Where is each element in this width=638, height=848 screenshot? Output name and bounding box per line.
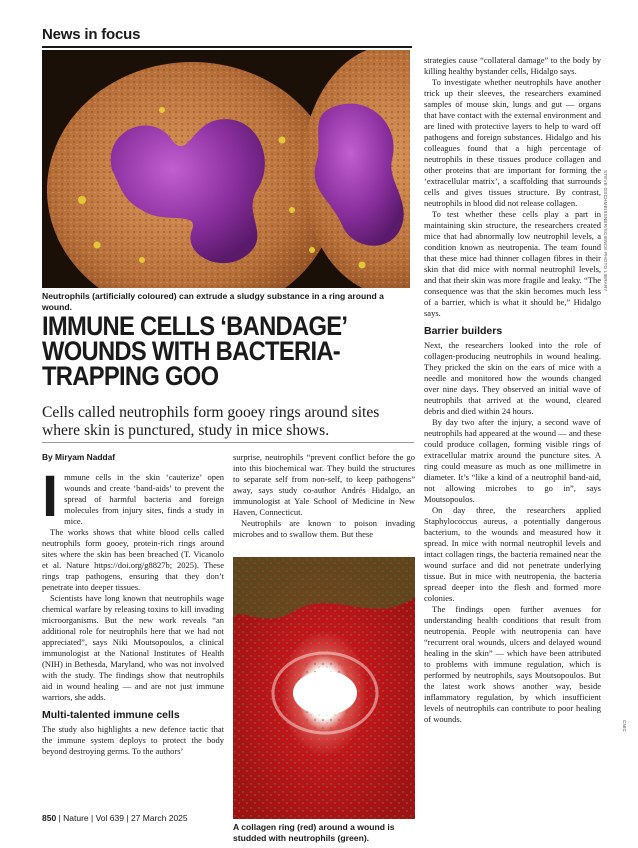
paragraph: To investigate whether neutrophils have another trick up their sleeves, the researchers examined samples of mouse skin, lungs and gut — organs that have contact with the external environment and are lined with protective layers to help to ward off pathogens and foreign substances. Hidalgo and his colleagues found that a high percentage of neutrophils in these tissues produce collagen and other proteins that are important for forming the ‘extracellular matrix’, a scaffolding that surrounds cells and gives tissues structure. By contrast, neutrophils in blood did not release collagen.: [424, 77, 601, 208]
hero-credit: STEVE GSCHMEISSNER/SCIENCE PHOTO LIBRARY: [603, 170, 608, 292]
paragraph: The study also highlights a new defence tactic that the immune system deploys to protect the body beyond destroying germs. To the authors’: [42, 724, 224, 756]
drop-cap: I: [42, 464, 59, 529]
paragraph: strategies cause “collateral damage” to the body by killing healthy bystander cells, Hidalgo says.: [424, 55, 601, 76]
subheading-barrier-builders: Barrier builders: [424, 325, 503, 337]
footer-separator: |: [126, 813, 131, 823]
subheadline: Cells called neutrophils form gooey rings around sites where skin is punctured, study in mice shows.: [42, 404, 380, 439]
section-rule: [42, 46, 412, 48]
volume: Vol 639: [95, 813, 124, 823]
paragraph: mmune cells in the skin ‘cauterize’ open wounds and create ‘band-aids’ to prevent the spread of harmful bacteria and foreign molecules from injury sites, finds a study in mice.: [64, 472, 224, 526]
collagen-ring-image: [233, 557, 415, 819]
section-label: News in focus: [42, 26, 141, 43]
neutrophil-image: [42, 50, 410, 288]
ring-caption: A collagen ring (red) around a wound is studded with neutrophils (green).: [233, 822, 395, 843]
paragraph: The findings open further avenues for understanding health conditions that result from neutropenia. People with neutropenia can have “recurrent oral wounds, ulcers and delayed wound healing in the skin” — which have been attributed to problems with immune regulation, which is performed by neutrophils, says Moutsopoulos. But the latest work shows another way, beside inflammatory regulation, by which insufficient levels of neutrophils can contribute to poor healing of wounds.: [424, 604, 601, 724]
paragraph: To test whether these cells play a part in maintaining skin structure, the researchers created mice that had abnormally low neutrophil levels, a condition known as neutropenia. The team found that these mice had thinner collagen fibres in their skin that did mice with normal neutrophil levels, and that their skin was more fragile and leaky. “The consequence was that the skin becomes much less of a barrier, which is what it should be,” Hidalgo says.: [424, 209, 601, 318]
subhead-rule: [42, 442, 414, 443]
ring-credit: CNIC: [622, 720, 627, 733]
collagen-ring-illustration: [233, 557, 415, 819]
byline: By Miryam Naddaf: [42, 452, 116, 462]
paragraph: The works shows that white blood cells called neutrophils form gooey, protein-rich rings around sites where the skin has been breached (T. Vicanolo et al. Nature https://doi.org/g8827b; 2025). These rings trap pathogens, ensuring that they don’t penetrate into deeper tissues.: [42, 527, 224, 592]
issue-date: 27 March 2025: [130, 813, 188, 823]
column-1: [42, 464, 224, 757]
column-2: [233, 452, 415, 540]
column-3: [424, 55, 601, 725]
paragraph: On day three, the researchers applied Staphylococcus aureus, a potentially dangerous bacterium, to the wounds and measured how it spread. In mice with normal neutrophil levels and intact collagen rings, the bacteria remained near the wound surface and did not penetrate underlying tissue. But in mice with neutropenia, the bacteria spread deeper into the flesh and formed more colonies.: [424, 505, 601, 603]
paragraph: Neutrophils are known to poison invading microbes and to swallow them. But these: [233, 518, 415, 539]
subheading-multi-talented: Multi-talented immune cells: [42, 709, 180, 721]
paragraph: surprise, neutrophils “prevent conflict before the go into this biochemical war. They build the structures to separate self from non-self, to keep pathogens” away, says study co-author Andrés Hidalgo, an immunologist at Yale School of Medicine in New Haven, Connecticut.: [233, 452, 415, 517]
page-number: 850: [42, 813, 57, 823]
paragraph: Next, the researchers looked into the role of collagen-producing neutrophils in wound healing. They pricked the skin on the ears of mice with a needle and monitored how the wounds changed over nine days. They observed an initial wave of neutrophils that arrived at the wound, cleared debris and died within 24 hours.: [424, 340, 601, 416]
hero-caption: Neutrophils (artificially coloured) can extrude a sludgy substance in a ring around a wound.: [42, 291, 384, 312]
paragraph: By day two after the injury, a second wave of neutrophils had appeared at the wound — and these could produce collagen, forming visible rings of extracellular matrix around the puncture sites. A ring could measure as much as one millimetre in diameter. It’s “like a kind of a neutrophil band-aid, not allowing microbes to go in”, says Moutsopoulos.: [424, 417, 601, 504]
page-footer: [42, 813, 188, 823]
paragraph: Scientists have long known that neutrophils wage chemical warfare by releasing toxins to kill invading microorganisms. But the new work reveals “an additional role for neutrophils here that we had not appreciated”, says Niki Moutsopoulos, a clinical immunologist at the National Institutes of Health (NIH) in Bethesda, Maryland, who was not involved with the study. The findings show that neutrophils aid in wound healing — and are not just immune warriors, she adds.: [42, 593, 224, 702]
journal-name: Nature: [63, 813, 89, 823]
neutrophil-illustration: [42, 50, 410, 288]
footer-separator: |: [91, 813, 96, 823]
footer-separator: |: [58, 813, 64, 823]
headline: IMMUNE CELLS ‘BANDAGE’ WOUNDS WITH BACTERIA- TRAPPING GOO: [42, 311, 348, 391]
